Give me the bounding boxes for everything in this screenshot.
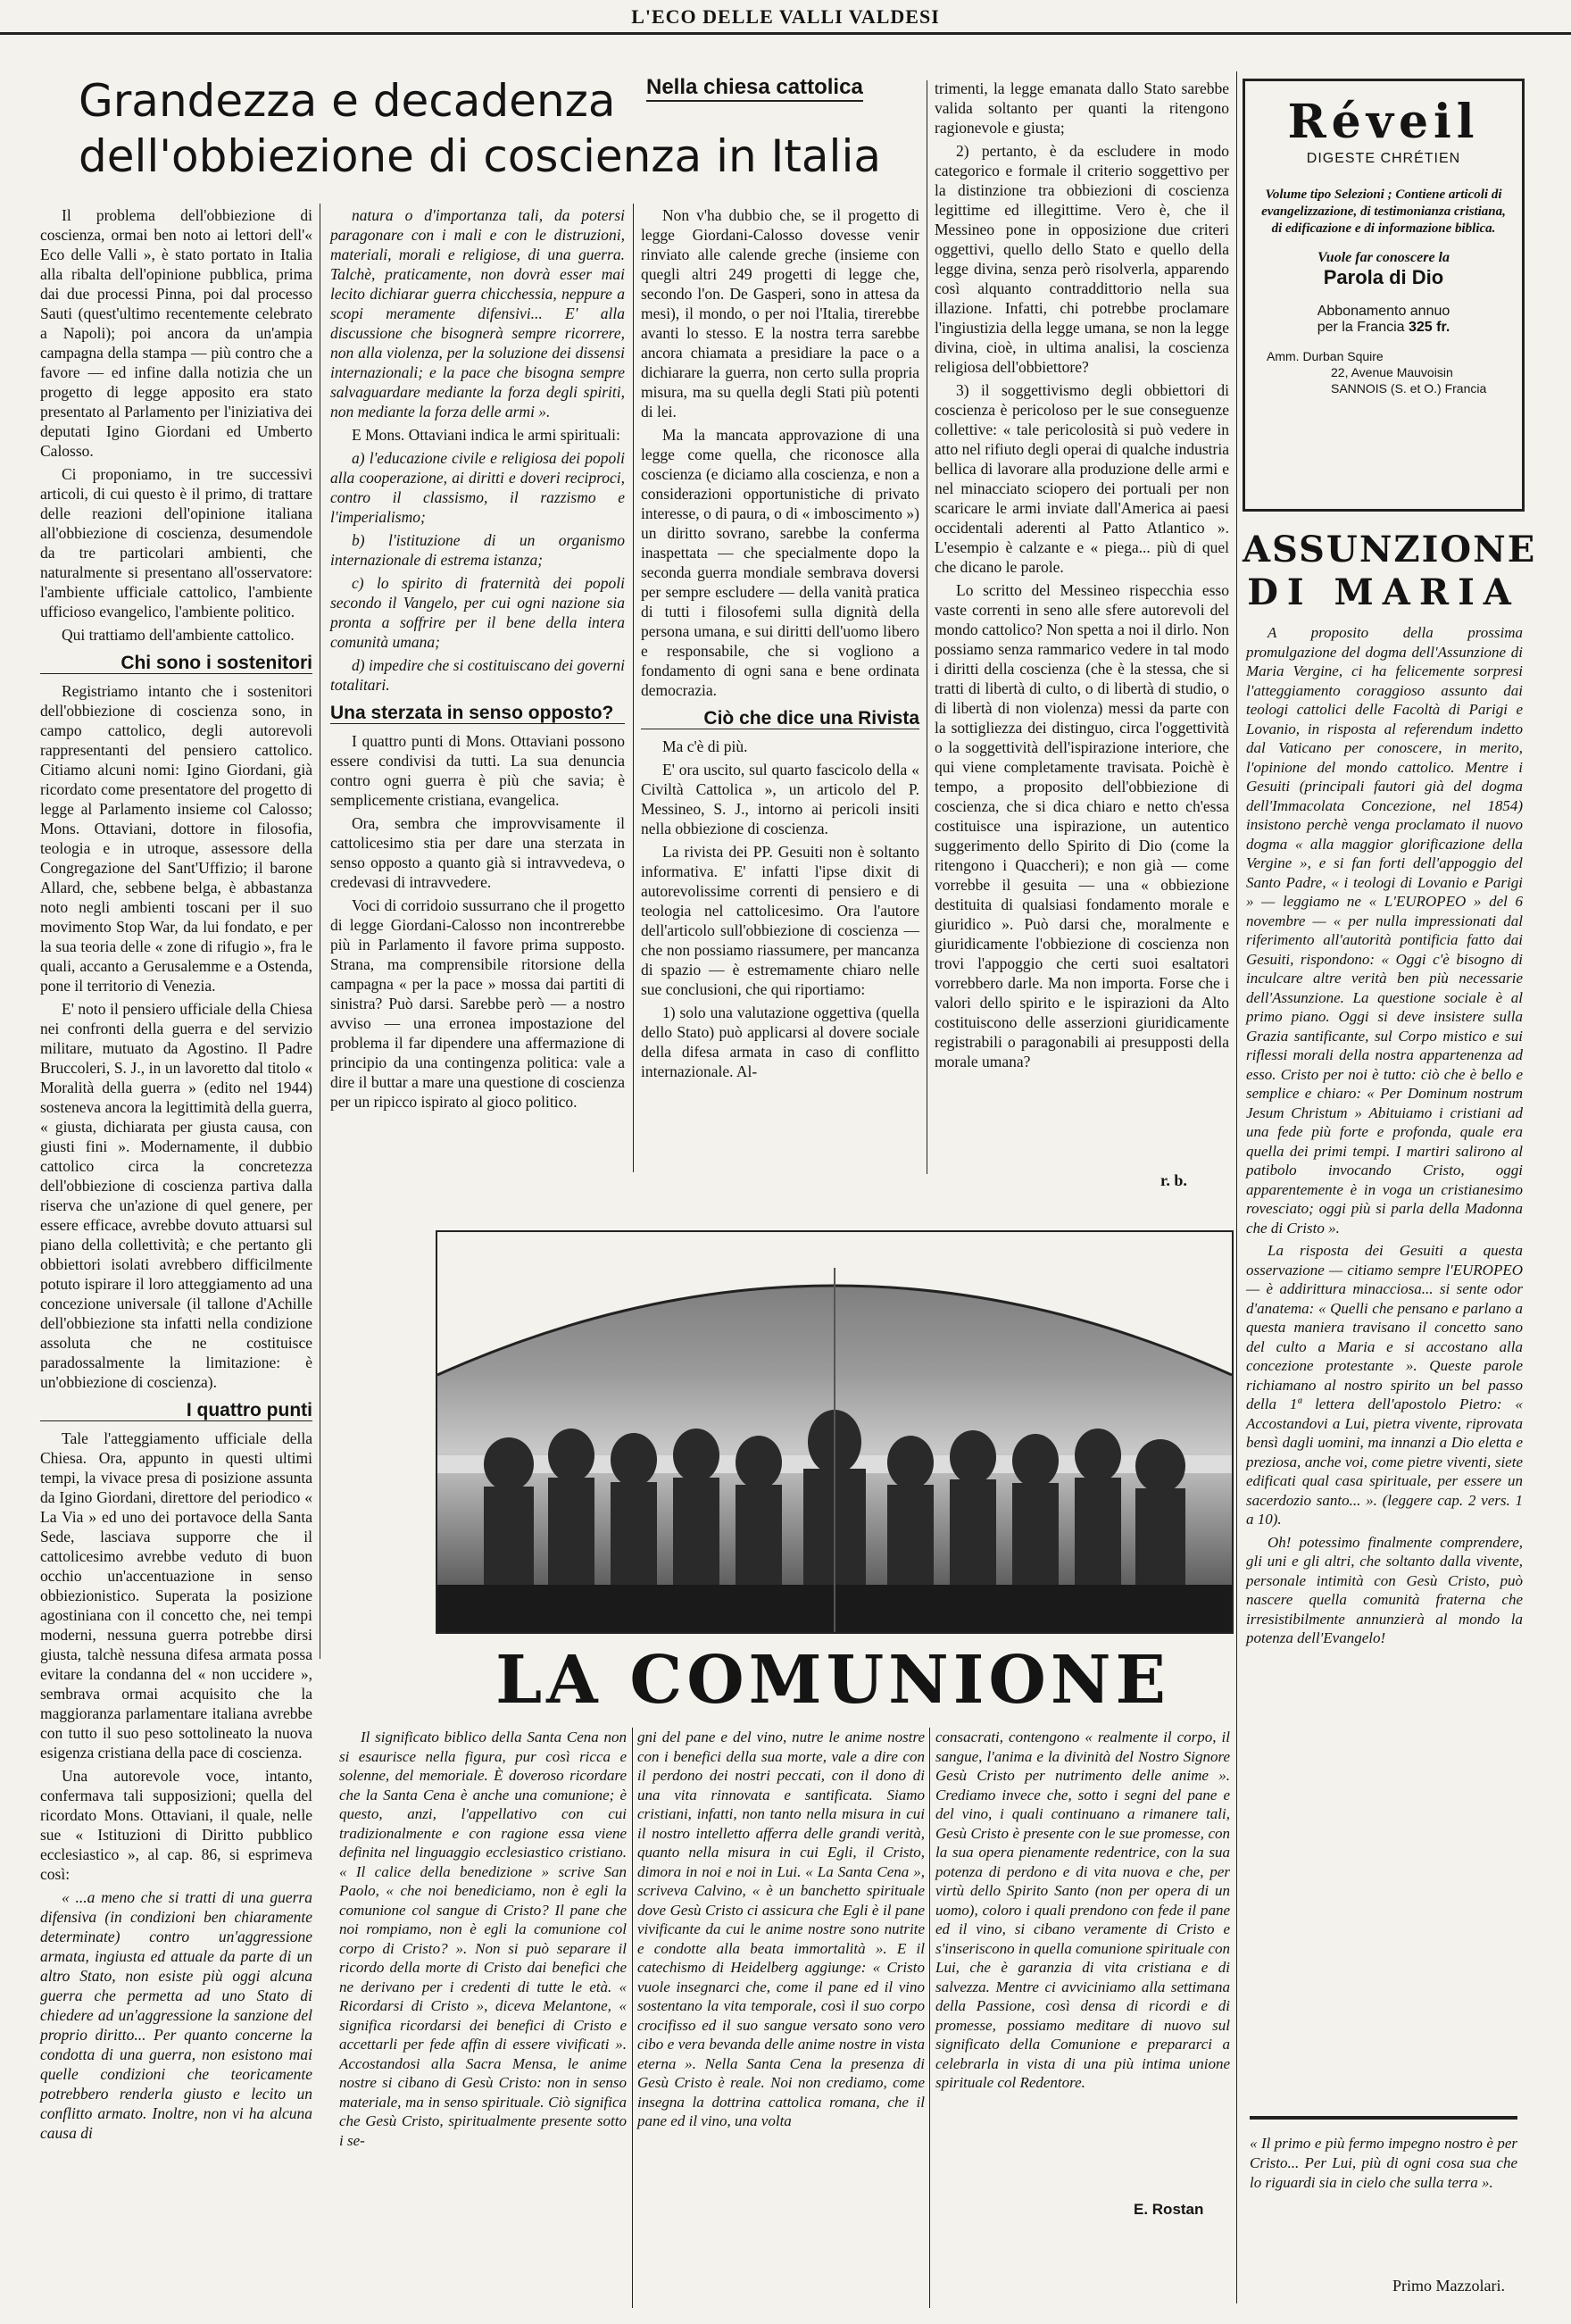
article-column-1 xyxy=(40,205,312,2142)
paragraph: gni del pane e del vino, nutre le anime nostre con i benefici della sua morte, vale a dire con il perdono dei nostri peccati, con il dono di una vita rinnovata e santificata. Siamo cristiani, infatti, non tanto nella misura in cui il nostro intelletto afferra delle grandi verità, quanto nella misura in cui Egli, il Cristo, dimora in noi e noi in Lui. « La Santa Cena », scriveva Calvino, « è un banchetto spirituale dove Gesù Cristo ci assicura che Egli è il pane vivificante da cui le anime nostre sono nutrite e condotte alla beata immortalità ». E il catechismo di Heidelberg aggiunge: « Cristo vuole insegnarci che, come il pane ed il vino sostentano la vita temporale, così il suo corpo crocifisso ed il suo sangue versato sono vero cibo e vera bevanda delle anime nostre in vista eterna ». Nella Santa Cena la presenza di Gesù Cristo è reale. Noi non crediamo, come insegna la dottrina cattolica romana, che il pane ed il vino, una volta xyxy=(637,1728,925,2129)
reveil-subtitle: DIGESTE CHRÉTIEN xyxy=(1306,151,1461,166)
paragraph: Il significato biblico della Santa Cena non si esaurisce nella figura, pur così ricca e solenne, del memoriale. È doveroso ricordare che la Santa Cena è anche una comunione; è questo, anzi, l'appellativo con cui tradizionalmente e con ragione essa viene definita nel linguaggio ecclesiastico cristiano. « Il calice della benedizione » scrive San Paolo, « che noi benediciamo, non è egli la comunione col sangue di Cristo? Il pane che noi rompiamo, non è egli la comunione col corpo di Cristo? ». Non si può separare il ricordo della morte di Cristo dai benefici che ne derivano per i credenti di tutte le età. « Ricordarsi di Cristo », diceva Melantone, « significa ricordarsi dei benefici di Cristo e accettarli per fede affin di essere vivificati ». Accostandosi alla Sacra Mensa, le anime nostre si cibano di Gesù Cristo: non in senso materiale, ma in senso spirituale. Ciò significa che Gesù Cristo, spiritualmente presente sotto i se- xyxy=(339,1728,627,2149)
column-divider xyxy=(632,1728,633,2308)
assunzione-title-line2: DI MARIA xyxy=(1247,571,1520,613)
paragraph: Non v'ha dubbio che, se il progetto di legge Giordani-Calosso dovesse venir rinviato alle calende greche (insieme con quegli altri 249 progetti di legge che, secondo l'on. De Gasperi, sono in attesa da mesi), il mondo, o per noi l'Italia, tirerebbe avanti lo stesso. E la nostra terra sarebbe ancora chiamata a presidiare la pace o a dichiarare la guerra, non certo sulla propria misura, ma su quella degli Stati più potenti di lei. xyxy=(641,206,919,421)
paragraph: I quattro punti di Mons. Ottaviani possono essere condivisi da tutti. La sua denuncia contro ogni guerra è più che savia; è semplicemente cristiana, evangelica. xyxy=(330,732,625,809)
quote-author: Primo Mazzolari. xyxy=(1392,2277,1505,2295)
paragraph: Il problema dell'obbiezione di coscienza, ormai ben noto ai lettori dell'« Eco delle Valli », è stato portato in Italia alla ribalta dell'opinione pubblica, prima dai due processi Pinna, poi dal processo Sauti (quest'ultimo recentemente celebrato a Napoli); poi ancora da un'ampia campagna della stampa — più contro che a favore — ed infine dalla notizia che un progetto di legge apposito era stato presentato al Parlamento per l'iniziativa dei deputati Igino Giordani ed Umberto Calosso. xyxy=(40,206,312,460)
paragraph: Lo scritto del Messineo rispecchia esso vaste correnti in seno alle sfere autorevoli del mondo cattolico? Non spetta a noi il dirlo. Non possiamo senza rammarico vedere in tal modo i diritti della coscienza (che è la stessa, che si tratti di libertà di culto, o di libertà di studio, o di libertà di non violenza) messi da parte con la sottigliezza dei distinguo, circa l'oggettività o la soggettività dell'ispirazione interiore, che qui viene completamente travisata. Poichè è tempo, a proposito dell'obbiezione di coscienza, che si dica chiaro e netto ch'essa costituisce una ispirazione, un autentico suggerimento dello Spirito di Dio (come la ritengono i Quaccheri); e non già — come vorrebbe il gesuita — una « obbiezione destituita di qualsiasi fondamento morale e giuridico ». Può darsi che, moralmente e giuridicamente l'obbiezione di coscienza non trovi l'appoggio che certi suoi esaltatori vorrebbero darle. Ma non importa. Forse che i valori dello spirito e le ispirazioni da Alto costituiscono delle asserzioni giuridicamente registrabili o paragonabili ai presupposti della morale umana? xyxy=(935,581,1230,1070)
reveil-subscription-line1: Abbonamento annuo xyxy=(1317,304,1450,319)
paragraph: Ma c'è di più. xyxy=(662,737,748,755)
paragraph: 3) il soggettivismo degli obbiettori di coscienza è pericoloso per le sue conseguenze collettive: « tale pericolosità si può vedere in atto nel rifiuto degli operai di qualche industria bellica di lavorare alla produzione delle armi e nel minacciato sciopero dei portuali per non scaricare le armi inviate dall'America ai paesi occidentali aderenti al Patto Atlantico ». L'esempio è calzante e « piega... più di quel che dicano le parole. xyxy=(935,381,1229,576)
paragraph: Ma la mancata approvazione di una legge come quella, che riconosce alla coscienza (e diciamo alla coscienza, e non a considerazioni opportunistiche di privato interesse, o di paura, o di « imboscimento ») un diritto sovrano, sarebbe la conferma inaspettata — che specialmente dopo la seconda guerra mondiale sembrava doversi per sempre escludere — della vanità pratica di tutti i filosofemi sulla dignità della persona umana, e sui diritti dell'uomo libero e responsabile, che si vogliono a fondamento di ogni sana e bene ordinata democrazia. xyxy=(641,426,919,699)
column-divider xyxy=(1236,71,1237,2303)
paragraph: Qui trattiamo dell'ambiente cattolico. xyxy=(62,626,295,644)
assunzione-body xyxy=(1246,623,1523,2070)
paragraph: Registriamo intanto che i sostenitori dell'obbiezione di coscienza sono, in campo cattolico, degli autorevoli rappresentanti del pensiero cattolico. Citiamo alcuni nomi: Igino Giordani, già ricordato come presentatore del progetto di legge al Parlamento insieme col Calosso; Mons. Ottaviani, dottore in filosofia, teologia e in utroque, assessore della Congregazione del Sant'Uffizio; il barone Allard, che, sebbene belga, è abbastanza noto negli ambienti toscani per il suo movimento Stop War, da lui fondato, e per la sua teoria delle « zone di rifugio », fra le quali, accanto a Gerusalemme e a Ostenda, pone il territorio di Venezia. xyxy=(40,682,312,995)
comunione-signature: E. Rostan xyxy=(1134,2201,1204,2218)
reveil-subscription-label: per la Francia xyxy=(1317,320,1405,335)
paragraph: Una autorevole voce, intanto, confermava tali supposizioni; quella del ricordato Mons. Ottaviani, il quale, nelle sue « Istituzioni di Diritto pubblico ecclesiastico », al cap. 86, si esprimeva così: xyxy=(40,1767,312,1883)
list-item: b) l'istituzione di un organismo internazionale di estrema istanza; xyxy=(330,531,625,569)
quote-paragraph: natura o d'importanza tali, da potersi paragonare con i mali e con le distruzioni, materiali, morali e religiose, di una guerra. Talchè, praticamente, non dovrà esser mai lecito dichiarar guerra chicchessia, neppure a scopi meramente difensivi... E' alla discussione che bisognerà sempre ricorrere, non alla violenza, per la soluzione dei dissensi internazionali; e la pace che bisogna sempre salvaguardare mediante la forza degli spiriti, non mediante la forza delle armi ». xyxy=(330,206,625,421)
comunione-column-2 xyxy=(637,1728,925,2317)
comunione-column-3 xyxy=(935,1728,1230,2192)
paragraph: 1) solo una valutazione oggettiva (quella dello Stato) può applicarsi al dovere sociale della difesa armata in caso di conflitto internazionale. Al- xyxy=(641,1004,919,1080)
article-signature: r. b. xyxy=(1160,1171,1187,1189)
nella-chiesa-heading: Nella chiesa cattolica xyxy=(646,75,863,102)
reveil-subscription-line2 xyxy=(1245,320,1522,336)
masthead-rule xyxy=(0,32,1571,35)
reveil-description: Volume tipo Selezioni ; Contiene articoli di evangelizzazione, di testimonianza cristiana, di edificazione e di informazione biblica. xyxy=(1261,187,1506,236)
paragraph: E' noto il pensiero ufficiale della Chiesa nei confronti della guerra e del servizio militare, mutuato da Agostino. Il Padre Bruccoleri, S. J., in un lavoretto dal titolo « Moralità della guerra » (edito nel 1944) sosteneva ancora la legittimità della guerra, « giusta, dichiarata per giusta causa, con giusti fini ». Modernamente, il dubbio cattolico circa la concretezza dell'obbiezione di coscienza partiva dalla riserva che un'azione di quel genere, per essere efficace, avrebbe dovuto attuarsi sul piano della collettività; e che pertanto gli obbiettori isolati avrebbero difficilmente potuto ispirare il loro atteggiamento ad una concezione universale (il tallone d'Achille dell'obbiezione sta infatti nella condizione assoluta che ne costituisce paradossalmente la limitazione: è un'obbiezione di coscienza). xyxy=(40,1000,312,1391)
section-heading: Chi sono i sostenitori xyxy=(40,654,312,674)
reveil-address-line1: Amm. Durban Squire xyxy=(1267,349,1384,363)
reveil-cta-line1: Vuole far conoscere la xyxy=(1317,250,1450,265)
paragraph: trimenti, la legge emanata dallo Stato sarebbe valida soltanto per quanti la ritengono ragionevole e giusta; xyxy=(935,79,1229,137)
reveil-ad-box xyxy=(1243,79,1525,512)
quote-rule xyxy=(1250,2116,1517,2120)
paragraph: Ora, sembra che improvvisamente il cattolicesimo stia per dare una sterzata in senso opposto a quanto già si intravvedeva, o credevasi di intravvedere. xyxy=(330,814,625,891)
reveil-title: Réveil xyxy=(1287,95,1480,149)
reveil-address-line3: SANNOIS (S. et O.) Francia xyxy=(1331,381,1487,396)
reveil-address-line2: 22, Avenue Mauvoisin xyxy=(1331,365,1453,379)
paragraph: La risposta dei Gesuiti a questa osservazione — citiamo sempre l'EUROPEO — è addirittura minacciosa... si sente odor d'anatema: « Quelli che pensano e parlano a questa maniera travisano il concetto sano del culto a Maria e si accostano alla concezione protestante ». Queste parole richiamano al nostro spirito un bel passo della 1ª lettera dell'apostolo Pietro: « Accostandovi a Lui, pietra vivente, riprovata bensì dagli uomini, ma innanzi a Dio eletta e preziosa, anche voi, come pietre viventi, siete edificati qual casa spirituale, per essere un sacerdozio santo... ». (leggere cap. 2 vers. 1 a 10). xyxy=(1246,1242,1523,1528)
article-column-4 xyxy=(935,79,1229,1168)
paragraph: A proposito della prossima promulgazione del dogma dell'Assunzione di Maria Vergine, ci ha felicemente sorpresi l'atteggiamento coraggioso assunto dai teologi cattolici delle Facoltà di Parigi e Lovanio, in risposta al referendum indetto dal Vaticano per conoscere, in merito, l'opinione del mondo cattolico. Mentre i Gesuiti (principali fautori già del dogma dell'Immacolata Concezione, nel 1854) insistono perchè venga proclamato il nuovo dogma « alla maggior glorificazione della Vergine », e si fan forti dell'appoggio del Santo Padre, « i teologi di Lovanio e Parigi » — leggiamo ne « L'EUROPEO » del 6 novembre — « per nulla impressionati dal riferimento all'autorità pontificia fatto dai Gesuiti, rispondono: « Oggi c'è bisogno di inculcare altre verità ben più necessarie dell'Assunzione. La questione sociale è al primo piano. Oggi si deve insistere sulla Grazia santificante, sul Corpo mistico e sui riflessi morali della nostra appartenenza ad esso. Cristo per noi è tutto: ciò che è bello e semplice e chiaro: « Per Dominum nostrum Jesum Christum » Abituiamo i cristiani ad una fede più forte e profonda, quale era quella dei primi tempi. I martiri salirono al patibolo invocando Cristo, oggi apparentemente è in voga un cristianesimo rovesciato; oggi più si parla della Madonna che di Cristo ». xyxy=(1246,624,1523,1237)
list-item: d) impedire che si costituiscano dei governi totalitari. xyxy=(330,656,625,694)
article-column-3 xyxy=(641,205,919,1174)
last-supper-image xyxy=(437,1232,1232,1632)
paragraph: Tale l'atteggiamento ufficiale della Chiesa. Ora, appunto in questi ultimi tempi, la vivace presa di posizione assunta da Igino Giordani, direttore del periodico « La Via » ed uno dei portavoce della Santa Sede, lasciava supporre che il cattolicesimo avrebbe veduto di buon occhio un'accentuazione in senso obbiezionistico. Superata la posizione agostiniana con il concetto che, nei tempi moderni, nessuna guerra potrebbe dirsi giusta, talchè nessuna difesa armata possa evitare la condanna del « non uccidere », sembrava ormai acquisito che la maggioranza parlamentare italiana avrebbe con tutto il suo peso sottolineato la nuova esigenza cristiana della pace di coscienza. xyxy=(40,1429,312,1762)
assunzione-title-line1: ASSUNZIONE xyxy=(1243,529,1537,571)
column-divider xyxy=(633,204,634,1172)
column-divider xyxy=(929,1728,930,2308)
mazzolari-quote xyxy=(1250,2134,1517,2250)
reveil-address xyxy=(1245,348,1522,396)
quote-text: « Il primo e più fermo impegno nostro è per Cristo... Per Lui, più di ogni cosa sua che lo riguardi sia in cielo che sulla terra ». xyxy=(1250,2135,1517,2191)
paragraph: 2) pertanto, è da escludere in modo categorico e formale il criterio soggettivo per la distinzione tra obbiezioni di coscienza legittime ed illegittime. Vero è, che il Messineo pone in opposizione due criteri oggettivi, quello dello Stato e quello della legge divina, senza però risolverla, apparendo così alquanto contraddittorio nella sua illazione. Infatti, chi potrebbe proclamare l'ingiustizia della legge umana, se non la legge divina, cioè, in ultima analisi, la coscienza religiosa dell'obbiettore? xyxy=(935,142,1229,376)
reveil-price: 325 fr. xyxy=(1409,320,1450,335)
paragraph: La rivista dei PP. Gesuiti non è soltanto informativa. E' infatti l'ipse dixit di autorevolissime correnti di pensiero e di teologia nel cattolicesimo. Ora l'autore dell'articolo sull'obbiezione di coscienza — che non possiamo riassumere, per mancanza di spazio — è estremamente chiaro nelle sue conclusioni, che qui riportiamo: xyxy=(641,843,919,998)
comunione-column-1 xyxy=(339,1728,627,2317)
article-column-2 xyxy=(330,205,625,1174)
list-item: a) l'educazione civile e religiosa dei popoli alla cooperazione, ai diritti e doveri reciproci, contro il classismo, il razzismo e l'imperialismo; xyxy=(330,449,625,526)
article-title-line1: Grandezza e decadenza xyxy=(79,75,616,127)
paragraph: E Mons. Ottaviani indica le armi spirituali: xyxy=(352,426,620,444)
reveil-cta-line2: Parola di Dio xyxy=(1323,266,1444,288)
comunione-photo xyxy=(436,1230,1234,1634)
section-heading: I quattro punti xyxy=(40,1401,312,1421)
comunione-title: LA COMUNIONE xyxy=(495,1642,1170,1719)
paragraph: Voci di corridoio sussurrano che il progetto di legge Giordani-Calosso non incontrerebbe più in Parlamento il favore prima supposto. Strana, ma comprensibile ritorsione della campagna « per la pace » mossa dai partiti di sinistra? Può darsi. Sarebbe però — a nostro avviso — una erronea impostazione del problema il far dipendere una affermazione di principio da una contingenza politica: vale a dire il buttar a mare una questione di coscienza per un ripicco ispirato al gioco politico. xyxy=(330,896,625,1111)
paragraph: Oh! potessimo finalmente comprendere, gli uni e gli altri, che soltanto dalla vivente, personale intimità con Gesù Cristo, può nascere quella comunità fraterna che irresistibilmente annunzierà al mondo la potenza dell'Evangelo! xyxy=(1246,1533,1523,1646)
list-item: c) lo spirito di fraternità dei popoli secondo il Vangelo, per cui ogni nazione sia pronta a soffrire per il bene della intera comunità umana; xyxy=(330,574,625,651)
masthead: L'ECO DELLE VALLI VALDESI xyxy=(631,5,940,28)
section-heading: Una sterzata in senso opposto? xyxy=(330,704,625,724)
paragraph: consacrati, contengono « realmente il corpo, il sangue, l'anima e la divinità del Nostro Signore Gesù Cristo per nutrimento delle anime ». Crediamo invece che, sotto i segni del pane e del vino, i quali continuano a rimanere tali, Gesù Cristo è presente con le sue promesse, con la sua opera pienamente redentrice, con la sua potenza di perdono e di vita nuova e che, per virtù dello Spirito Santo (non per opera di un uomo), coloro i quali prendono con fede il pane ed il vino, si cibano veramente di Cristo e s'inseriscono in quella comunione spirituale con Lui, che è garanzia di vita cristiana e di salvezza. Mentre ci avviciniamo alla settimana della Passione, così densa di ricordi e di promesse, possiamo meditare di nuovo sul significato della Comunione e prepararci a celebrarla in vista di una più intima unione spirituale col Redentore. xyxy=(935,1728,1230,2091)
paragraph: Ci proponiamo, in tre successivi articoli, di cui questo è il primo, di trattare delle reazioni dell'opinione italiana all'obbiezione di coscienza, desumendole da tre particolari ambienti, che naturalmente si presentano all'osservatore: l'ambiente ufficiale cattolico, l'ambiente ufficioso evangelico, l'ambiente politico. xyxy=(40,465,312,621)
paragraph: E' ora uscito, sul quarto fascicolo della « Civiltà Cattolica », un articolo del P. Messineo, S. J., intorno ai pericoli insiti nella obbiezione di coscienza. xyxy=(641,761,919,837)
section-heading: Ciò che dice una Rivista xyxy=(641,709,919,729)
quote-paragraph: « ...a meno che si tratti di una guerra difensiva (in condizioni ben chiaramente determinate) contro un'aggressione armata, ingiusta ed attuale da parte di un altro Stato, non esiste più oggi alcuna guerra che permetta ad uno Stato di chiedere ad un'aggressione la sanzione del proprio diritto... Per quanto concerne la condotta di una guerra, non esistono mai quelle condizioni che teoricamente potrebbero renderla giusto e lecito un conflitto armato. Inoltre, non vi ha alcuna causa di xyxy=(40,1888,312,2142)
article-title-line2: dell'obbiezione di coscienza in Italia xyxy=(79,130,881,182)
